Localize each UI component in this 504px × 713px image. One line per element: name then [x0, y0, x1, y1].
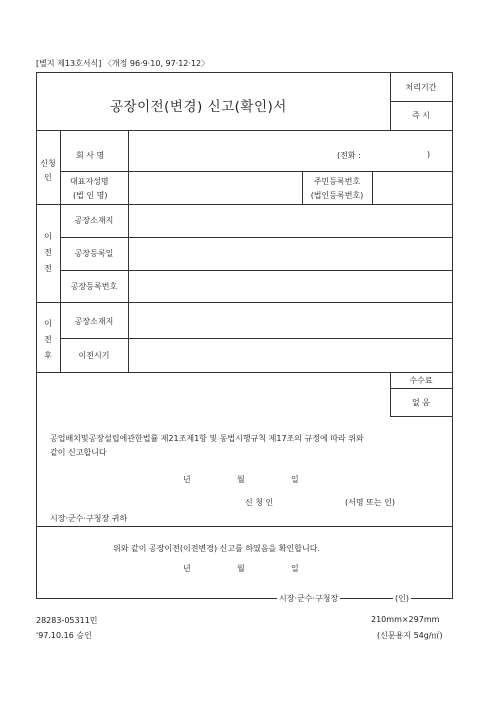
declaration-year: 년	[183, 475, 191, 484]
after-factory-location-label: 공장소재지	[74, 317, 114, 326]
confirmation-year: 년	[183, 564, 191, 573]
confirmation-seal: (인)	[395, 594, 409, 603]
after-section-label-3: 후	[44, 351, 52, 360]
confirmation-day: 일	[291, 564, 299, 573]
registration-label: 주민등록번호	[313, 177, 361, 186]
applicant-sign-label: 신 청 인	[245, 498, 274, 507]
company-name-label: 회 사 명	[76, 151, 105, 160]
footer-paper: (신문용지 54g/㎡)	[377, 631, 443, 640]
before-registration-number-label: 공장등록번호	[70, 282, 118, 291]
addressee: 시장·군수·구청장 귀하	[50, 514, 128, 523]
confirmation-text: 위와 같이 공장이전(이전변경) 신고를 하였음을 확인합니다.	[113, 544, 320, 553]
applicant-section-label-1: 신청	[40, 159, 56, 168]
before-factory-location-label: 공장소재지	[74, 216, 114, 225]
declaration-day: 일	[291, 475, 299, 484]
form-number: [별지 제13호서식] 〈개정 96·9·10, 97·12·12〉	[36, 59, 210, 68]
fee-label: 수수료	[409, 376, 433, 385]
footer-approval: '97.10.16 승인	[36, 631, 92, 640]
applicant-section-label-2: 인	[44, 173, 52, 182]
processing-value: 즉 시	[412, 111, 430, 120]
phone-label: (전화 :	[337, 151, 361, 160]
move-date-label: 이전시기	[78, 351, 110, 360]
form-title: 공장이전(변경) 신고(확인)서	[110, 99, 287, 115]
after-section-label-2: 전	[44, 335, 52, 344]
registration-sub: (법인등록번호)	[310, 191, 364, 200]
declaration-line-2: 같이 신고합니다	[50, 448, 107, 457]
confirmation-authority: 시장·군수·구청장	[279, 594, 339, 603]
sign-note: (서명 또는 인)	[345, 498, 395, 507]
processing-label: 처리기간	[405, 83, 437, 92]
after-section-label-1: 이	[44, 319, 52, 328]
before-section-label-1: 이	[44, 232, 52, 241]
before-section-label-3: 전	[44, 264, 52, 273]
footer-code: 28283-05311민	[36, 616, 98, 625]
fee-value: 없 음	[412, 398, 430, 407]
declaration-line-1: 공업배치및공장설립에관한법률 제21조제1항 및 동법시행규칙 제17조의 규정에 따라 위와	[50, 434, 364, 443]
representative-label: 대표자성명	[70, 177, 109, 186]
footer-size: 210mm×297mm	[371, 615, 440, 624]
phone-close: )	[427, 150, 431, 159]
before-section-label-2: 전	[44, 248, 52, 257]
representative-sub: (법 인 명)	[73, 191, 108, 200]
confirmation-month: 월	[237, 564, 245, 573]
declaration-month: 월	[237, 475, 245, 484]
before-registration-date-label: 공장등록일	[74, 249, 114, 258]
